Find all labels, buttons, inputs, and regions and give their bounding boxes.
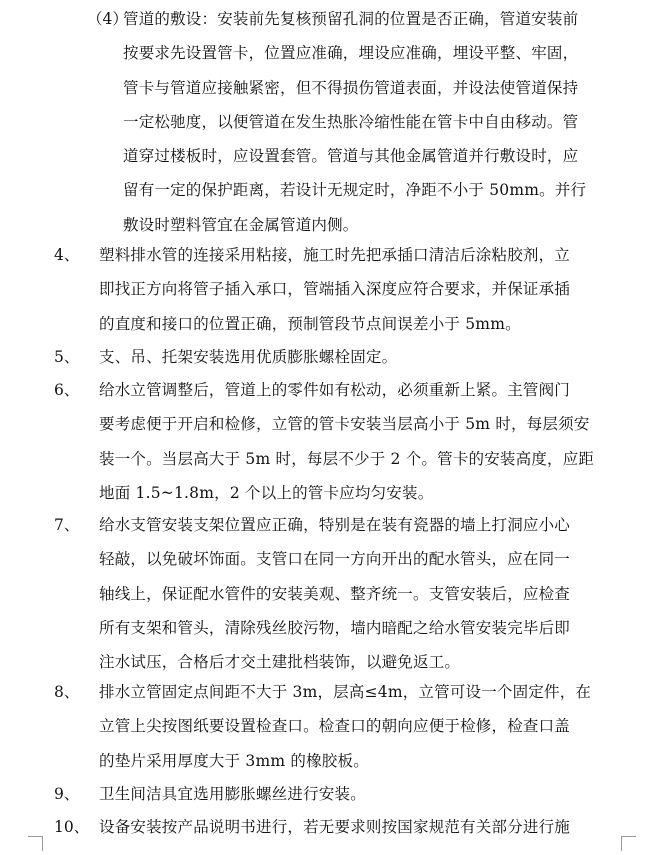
paragraph-line: 注水试压，合格后才交土建批档装饰，以避免返工。 bbox=[99, 653, 461, 672]
paragraph-line: 即找正方向将管子插入承口，管端插入深度应符合要求，并保证承插 bbox=[99, 280, 571, 299]
page-corner-mark bbox=[28, 836, 43, 851]
paragraph-line: 立管上尖按图纸要设置检查口。检查口的朝向应便于检修，检查口盖 bbox=[99, 717, 571, 736]
paragraph-line: 地面 1.5~1.8m，2 个以上的管卡应均匀安装。 bbox=[99, 483, 434, 502]
list-item-number: 6、 bbox=[54, 381, 80, 399]
paragraph-line: 轻敲，以免破坏饰面。支管口在同一方向开出的配水管头，应在同一 bbox=[99, 550, 571, 569]
paragraph-line: 轴线上，保证配水管件的安装美观、整齐统一。支管安装后，应检查 bbox=[99, 584, 571, 603]
list-item-paragraph bbox=[99, 373, 594, 510]
paragraph-line: 管卡与管道应接触紧密，但不得损伤管道表面，并设法使管道保持 bbox=[123, 78, 579, 97]
paragraph-line: 的直度和接口的位置正确，预制管段节点间误差小于 5mm。 bbox=[99, 314, 521, 333]
paragraph-line: 支、吊、托架安装选用优质膨胀螺栓固定。 bbox=[99, 348, 398, 366]
paragraph-line: 所有支架和管头，清除残丝胶污物，墙内暗配之给水管安装完毕后即 bbox=[99, 618, 571, 637]
paragraph-line: 留有一定的保护距离，若设计无规定时，净距不小于 50mm。并行 bbox=[123, 181, 587, 200]
list-item-paragraph bbox=[99, 810, 570, 844]
page-corner-mark bbox=[621, 836, 636, 851]
paragraph-line: 排水立管固定点间距不大于 3m，层高≤4m，立管可设一个固定件，在 bbox=[99, 683, 592, 701]
list-item-paragraph bbox=[99, 340, 397, 374]
paragraph-line: 道穿过楼板时，应设置套管。管道与其他金属管道并行敷设时，应 bbox=[123, 147, 579, 166]
list-item-paragraph bbox=[99, 675, 591, 778]
list-item-number: 7、 bbox=[54, 516, 80, 534]
paragraph-line: 设备安装按产品说明书进行，若无要求则按国家规范有关部分进行施 bbox=[99, 818, 571, 836]
list-item-number: 9、 bbox=[54, 785, 80, 803]
paragraph-line: 按要求先设置管卡，位置应准确，埋设应准确，埋设平整、牢固， bbox=[123, 44, 579, 63]
sub-item-paragraph bbox=[123, 2, 586, 242]
list-item-paragraph bbox=[99, 777, 366, 811]
paragraph-line: 一定松驰度，以便管道在发生热胀冷缩性能在管卡中自由移动。管 bbox=[123, 112, 579, 131]
sub-item-label: （4） bbox=[87, 10, 128, 28]
paragraph-line: 给水支管安装支架位置应正确，特别是在装有瓷器的墙上打洞应小心 bbox=[99, 516, 571, 534]
paragraph-line: 管道的敷设：安装前先复核预留孔洞的位置是否正确，管道安装前 bbox=[123, 10, 579, 28]
paragraph-line: 要考虑便于开启和检修，立管的管卡安装当层高小于 5m 时，每层须安 bbox=[99, 415, 590, 434]
paragraph-line: 敷设时塑料管宜在金属管道内侧。 bbox=[123, 215, 359, 234]
list-item-paragraph bbox=[99, 238, 570, 341]
paragraph-line: 给水立管调整后，管道上的零件如有松动，必须重新上紧。主管阀门 bbox=[99, 381, 571, 399]
paragraph-line: 卫生间洁具宜选用膨胀螺丝进行安装。 bbox=[99, 785, 366, 803]
list-item-number: 4、 bbox=[54, 246, 80, 264]
paragraph-line: 塑料排水管的连接采用粘接，施工时先把承插口清洁后涂粘胶剂，立 bbox=[99, 246, 571, 264]
list-item-number: 8、 bbox=[54, 683, 80, 701]
list-item-paragraph bbox=[99, 508, 570, 679]
paragraph-line: 装一个。当层高大于 5m 时，每层不少于 2 个。管卡的安装高度，应距 bbox=[99, 449, 595, 468]
paragraph-line: 的垫片采用厚度大于 3mm 的橡胶板。 bbox=[99, 751, 369, 770]
list-item-number: 10、 bbox=[54, 818, 90, 836]
list-item-number: 5、 bbox=[54, 348, 80, 366]
